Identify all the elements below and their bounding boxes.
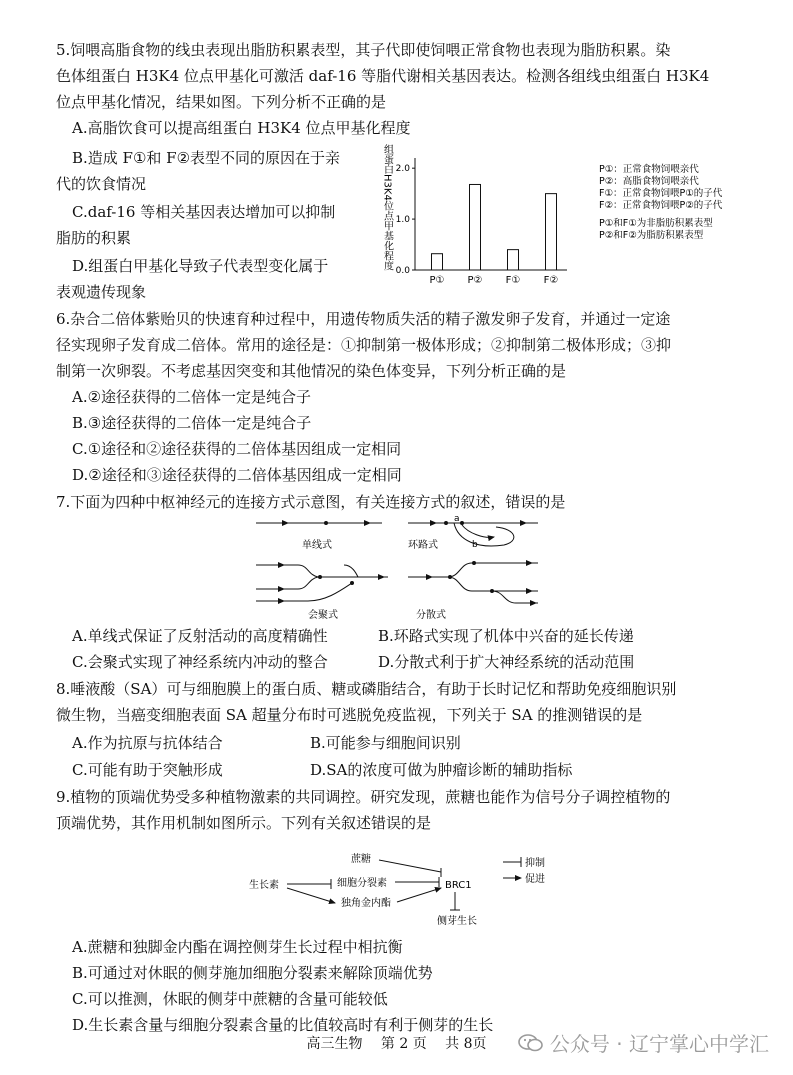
q5-option-b-line-2: 代的饮食情况 bbox=[56, 175, 147, 193]
q6-option-c: C.①途径和②途径获得的二倍体基因组成一定相同 bbox=[72, 440, 402, 458]
watermark bbox=[518, 1028, 769, 1057]
q8-option-c: C.可能有助于突触形成 bbox=[72, 761, 223, 779]
legend-entry: F①：正常食物饲喂P①的子代 bbox=[599, 188, 723, 199]
q5-option-b-line-1: B.造成 F①和 F②表型不同的原因在于亲 bbox=[72, 149, 341, 167]
edge-auxin-strigolactone bbox=[287, 888, 335, 903]
q7-option-c: C.会聚式实现了神经系统内冲动的整合 bbox=[72, 653, 328, 671]
q5-stem-line-2: 色体组蛋白 H3K4 位点甲基化可激活 daf-16 等脂代谢相关基因表达。检测各组线虫组蛋白 H3K4 bbox=[56, 67, 710, 85]
q9-option-c: C.可以推测，休眠的侧芽中蔗糖的含量可能较低 bbox=[72, 990, 388, 1008]
diverge-pathway bbox=[408, 561, 538, 603]
q9-stem-line-1: 9.植物的顶端优势受多种植物激素的共同调控。研究发现，蔗糖也能作为信号分子调控植物的 bbox=[56, 788, 671, 806]
q8-option-d: D.SA的浓度可做为肿瘤诊断的辅助指标 bbox=[310, 761, 573, 779]
label-single: 单线式 bbox=[302, 540, 332, 551]
q5-stem-line-1: 5.饲喂高脂食物的线虫表现出脂肪积累表型，其子代即使饲喂正常食物也表现为脂肪积累。染 bbox=[56, 41, 671, 59]
label-auxin: 生长素 bbox=[249, 880, 279, 891]
x-tick-label: F① bbox=[505, 275, 521, 286]
single-line-pathway bbox=[256, 521, 382, 525]
q7-stem: 7.下面为四种中枢神经元的连接方式示意图，有关连接方式的叙述，错误的是 bbox=[56, 493, 566, 511]
y-tick-label: 2.0 bbox=[395, 164, 410, 175]
q8-option-b: B.可能参与细胞间识别 bbox=[310, 734, 461, 752]
watermark-text: 公众号 · 辽宁掌心中学汇 bbox=[549, 1032, 769, 1056]
q5-option-a: A.高脂饮食可以提高组蛋白 H3K4 位点甲基化程度 bbox=[72, 119, 411, 137]
q8-stem-line-2: 微生物，当癌变细胞表面 SA 超量分布时可逃脱免疫监视，下列关于 SA 的推测错误的是 bbox=[56, 706, 643, 724]
q8-option-a: A.作为抗原与抗体结合 bbox=[72, 734, 223, 752]
q5-option-c-line-1: C.daf-16 等相关基因表达增加可以抑制 bbox=[72, 203, 336, 221]
label-sucrose: 蔗糖 bbox=[351, 854, 371, 865]
q6-stem-line-1: 6.杂合二倍体紫贻贝的快速育种过程中，用遗传物质失活的精子激发卵子发育，并通过一定途 bbox=[56, 310, 671, 328]
label-b: b bbox=[472, 540, 478, 550]
q6-option-b: B.③途径获得的二倍体一定是纯合子 bbox=[72, 414, 312, 432]
legend-entry: P②和F②为脂肪积累表型 bbox=[599, 230, 704, 241]
legend-entry: P①：正常食物饲喂亲代 bbox=[599, 164, 699, 175]
q7-option-a: A.单线式保证了反射活动的高度精确性 bbox=[72, 627, 328, 645]
q5-stem-line-3: 位点甲基化情况，结果如图。下列分析不正确的是 bbox=[56, 93, 387, 111]
label-a: a bbox=[454, 514, 460, 524]
q6-option-d: D.②途径和③途径获得的二倍体基因组成一定相同 bbox=[72, 466, 402, 484]
q6-stem-line-3: 制第一次卵裂。不考虑基因突变和其他情况的染色体变异，下列分析正确的是 bbox=[56, 362, 567, 380]
q9-stem-line-2: 顶端优势，其作用机制如图所示。下列有关叙述错误的是 bbox=[56, 814, 432, 832]
legend-entry: F②：正常食物饲喂P②的子代 bbox=[599, 200, 723, 211]
label-loop: 环路式 bbox=[408, 540, 438, 551]
label-strigolactone: 独角金内酯 bbox=[341, 898, 391, 909]
page-footer: 高三生物 第 2 页 共 8页 bbox=[306, 1036, 487, 1052]
label-brc1: BRC1 bbox=[445, 880, 472, 891]
label-diverge: 分散式 bbox=[416, 610, 446, 621]
y-tick-label: 0.0 bbox=[395, 266, 410, 276]
q5-option-c-line-2: 脂肪的积累 bbox=[56, 229, 132, 247]
label-converge: 会聚式 bbox=[308, 610, 338, 621]
legend-entry: P②：高脂食物饲喂亲代 bbox=[599, 176, 699, 187]
legend-entry: P①和F①为非脂肪积累表型 bbox=[599, 218, 713, 229]
q5-option-d-line-1: D.组蛋白甲基化导致子代表型变化属于 bbox=[72, 257, 329, 275]
neuron-connection-diagram bbox=[248, 513, 548, 621]
q5-option-d-line-2: 表观遗传现象 bbox=[56, 283, 147, 301]
chart-ylabel: 组蛋白H3K4位点甲基化程度 bbox=[381, 144, 393, 271]
q7-option-b: B.环路式实现了机体中兴奋的延长传递 bbox=[378, 627, 634, 645]
q6-option-a: A.②途径获得的二倍体一定是纯合子 bbox=[72, 388, 312, 406]
x-tick-label: F② bbox=[543, 275, 559, 286]
q9-option-a: A.蔗糖和独脚金内酯在调控侧芽生长过程中相抗衡 bbox=[72, 938, 403, 956]
edge-sucrose-brc1 bbox=[379, 860, 441, 872]
label-cytokinin: 细胞分裂素 bbox=[337, 878, 387, 889]
q9-option-d: D.生长素含量与细胞分裂素含量的比值较高时有利于侧芽的生长 bbox=[72, 1016, 494, 1034]
legend-promote: 促进 bbox=[525, 874, 545, 885]
methylation-bar-chart bbox=[375, 140, 755, 288]
bar-4 bbox=[546, 194, 557, 270]
bar-1 bbox=[432, 254, 443, 270]
q6-stem-line-2: 径实现卵子发育成二倍体。常用的途径是：①抑制第一极体形成；②抑制第二极体形成；③抑 bbox=[56, 336, 672, 354]
x-tick-label: P① bbox=[429, 275, 445, 286]
q9-option-b: B.可通过对休眠的侧芽施加细胞分裂素来解除顶端优势 bbox=[72, 964, 433, 982]
x-tick-label: P② bbox=[467, 275, 483, 286]
q8-stem-line-1: 8.唾液酸（SA）可与细胞膜上的蛋白质、糖或磷脂结合，有助于长时记忆和帮助免疫细胞识别 bbox=[56, 680, 677, 698]
bar-2 bbox=[470, 184, 481, 270]
y-tick-label: 1.0 bbox=[395, 215, 410, 226]
q7-option-d: D.分散式利于扩大神经系统的活动范围 bbox=[378, 653, 635, 671]
sucrose-mechanism-diagram bbox=[245, 848, 565, 928]
label-lateral-bud: 侧芽生长 bbox=[437, 916, 477, 927]
wechat-icon bbox=[518, 1033, 544, 1053]
legend-inhibit: 抑制 bbox=[525, 858, 545, 869]
converge-pathway bbox=[256, 565, 388, 601]
edge-strigolactone-brc1 bbox=[397, 888, 441, 902]
bar-3 bbox=[508, 250, 519, 270]
